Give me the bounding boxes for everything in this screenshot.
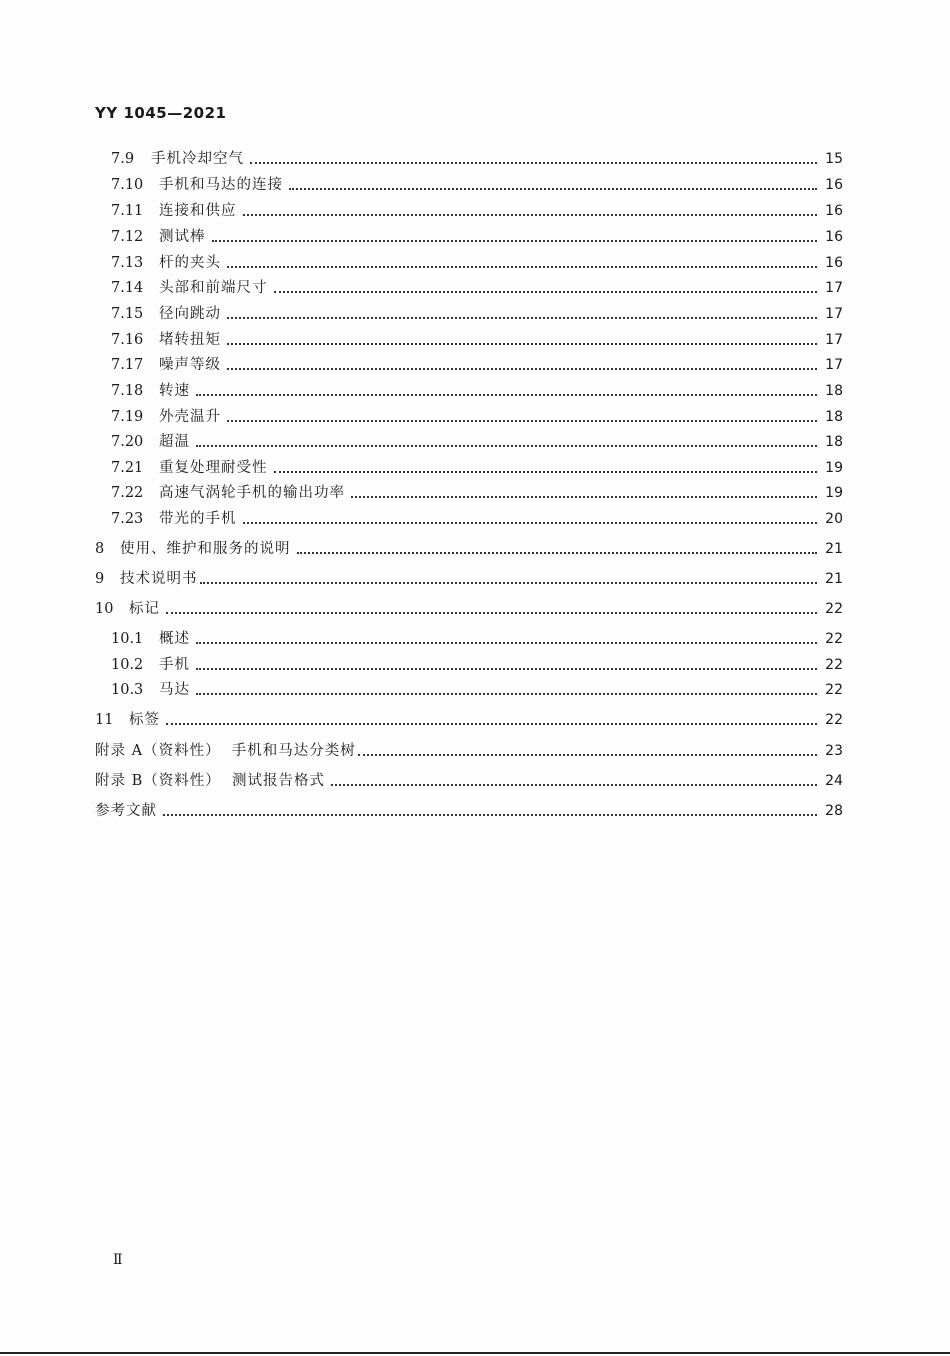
toc-entry-annex[interactable]: [95, 771, 843, 791]
dot-leader: [227, 420, 817, 422]
toc-entry-title: 手机和马达的连接: [159, 177, 283, 193]
toc-entry[interactable]: [111, 432, 843, 452]
toc-entry-number: 7.19: [111, 409, 144, 425]
toc-entry-number: 9: [95, 571, 105, 587]
bottom-edge-line: [0, 1352, 950, 1354]
toc-entry-page: 28: [825, 803, 843, 819]
toc-entry-number: 8: [95, 541, 105, 557]
toc-entry[interactable]: [111, 227, 843, 247]
dot-leader: [196, 693, 817, 695]
toc-entry-page: 21: [825, 571, 843, 587]
toc-entry-page: 24: [825, 773, 843, 789]
toc-entry[interactable]: [111, 355, 843, 375]
toc-entry-page: 23: [825, 743, 843, 759]
toc-entry[interactable]: [111, 483, 843, 503]
dot-leader: [227, 368, 817, 370]
toc-entry-title: 附录 B（资料性） 测试报告格式: [95, 773, 325, 789]
toc-entry-bibliography[interactable]: [95, 801, 843, 821]
toc-entry-page: 22: [825, 682, 843, 698]
toc-entry-page: 18: [825, 409, 843, 425]
dot-leader: [250, 162, 817, 164]
toc-entry-number: 7.12: [111, 229, 144, 245]
toc-entry[interactable]: [111, 680, 843, 700]
toc-entry-title: 噪声等级: [159, 357, 221, 373]
toc-entry-page: 15: [825, 151, 843, 167]
toc-entry-title: 堵转扭矩: [159, 332, 221, 348]
toc-entry-title: 参考文献: [95, 803, 157, 819]
toc-entry[interactable]: [111, 253, 843, 273]
toc-entry-page: 19: [825, 485, 843, 501]
toc-entry-number: 11: [95, 712, 114, 728]
toc-entry-page: 17: [825, 280, 843, 296]
toc-entry-title: 超温: [159, 434, 190, 450]
toc-entry-number: 7.20: [111, 434, 144, 450]
toc-entry[interactable]: [111, 629, 843, 649]
dot-leader: [274, 471, 818, 473]
toc-entry-page: 22: [825, 631, 843, 647]
dot-leader: [196, 394, 817, 396]
toc-entry-number: 7.23: [111, 511, 144, 527]
toc-entry-page: 18: [825, 434, 843, 450]
toc-entry-number: 7.15: [111, 306, 144, 322]
toc-entry-title: 连接和供应: [159, 203, 237, 219]
toc-entry-number: 10.3: [111, 682, 144, 698]
toc-entry-page: 16: [825, 203, 843, 219]
toc-entry-number: 7.18: [111, 383, 144, 399]
toc-entry-title: 测试棒: [159, 229, 206, 245]
dot-leader: [166, 723, 817, 725]
toc-entry-page: 16: [825, 229, 843, 245]
toc-entry-page: 22: [825, 712, 843, 728]
toc-entry[interactable]: [95, 569, 843, 589]
toc-entry-number: 7.17: [111, 357, 144, 373]
toc-entry-page: 17: [825, 357, 843, 373]
dot-leader: [243, 214, 818, 216]
toc-entry-title: 马达: [159, 682, 190, 698]
toc-entry-title: 重复处理耐受性: [159, 460, 268, 476]
toc-entry[interactable]: [111, 330, 843, 350]
toc-entry-page: 18: [825, 383, 843, 399]
dot-leader: [351, 496, 817, 498]
toc-entry-title: 使用、维护和服务的说明: [120, 541, 291, 557]
toc-entry-number: 7.22: [111, 485, 144, 501]
toc-entry[interactable]: [111, 278, 843, 298]
toc-entry-title: 转速: [159, 383, 190, 399]
toc-entry-number: 10: [95, 601, 114, 617]
toc-entry-title: 标签: [129, 712, 160, 728]
toc-entry-number: 7.9: [111, 151, 135, 167]
toc-entry-title: 头部和前端尺寸: [159, 280, 268, 296]
dot-leader: [243, 522, 818, 524]
standard-number-header: YY 1045—2021: [95, 104, 227, 122]
toc-entry-page: 19: [825, 460, 843, 476]
toc-entry[interactable]: [111, 509, 843, 529]
toc-entry[interactable]: [111, 175, 843, 195]
toc-entry-page: 17: [825, 306, 843, 322]
toc-entry[interactable]: [95, 539, 843, 559]
toc-entry-number: 7.10: [111, 177, 144, 193]
toc-entry-number: 7.16: [111, 332, 144, 348]
dot-leader: [200, 582, 818, 584]
page-number-footer: Ⅱ: [113, 1252, 123, 1268]
toc-entry[interactable]: [111, 458, 843, 478]
toc-entry-page: 21: [825, 541, 843, 557]
toc-entry-title: 带光的手机: [159, 511, 237, 527]
dot-leader: [227, 343, 817, 345]
dot-leader: [212, 240, 818, 242]
toc-entry-title: 杆的夹头: [159, 255, 221, 271]
dot-leader: [358, 754, 817, 756]
dot-leader: [331, 784, 817, 786]
toc-entry-title: 高速气涡轮手机的输出功率: [159, 485, 345, 501]
toc-entry-page: 22: [825, 657, 843, 673]
dot-leader: [163, 814, 817, 816]
toc-entry-page: 17: [825, 332, 843, 348]
toc-entry-number: 7.11: [111, 203, 144, 219]
dot-leader: [227, 317, 817, 319]
toc-entry-title: 手机冷却空气: [151, 151, 244, 167]
toc-entry-number: 10.1: [111, 631, 144, 647]
dot-leader: [297, 552, 818, 554]
dot-leader: [274, 291, 818, 293]
dot-leader: [196, 642, 817, 644]
toc-entry[interactable]: [111, 149, 843, 169]
toc-entry-number: 7.14: [111, 280, 144, 296]
toc-entry-title: 径向跳动: [159, 306, 221, 322]
toc-entry[interactable]: [111, 304, 843, 324]
toc-entry[interactable]: [111, 201, 843, 221]
dot-leader: [289, 188, 817, 190]
toc-entry-title: 附录 A（资料性） 手机和马达分类树: [95, 743, 356, 759]
toc-entry-page: 16: [825, 255, 843, 271]
dot-leader: [227, 266, 817, 268]
toc-entry[interactable]: [95, 710, 843, 730]
toc-entry-title: 手机: [159, 657, 190, 673]
toc-entry-page: 20: [825, 511, 843, 527]
toc-entry-number: 7.21: [111, 460, 144, 476]
toc-entry-title: 概述: [159, 631, 190, 647]
toc-entry-number: 10.2: [111, 657, 144, 673]
toc-entry[interactable]: [111, 407, 843, 427]
toc-entry-title: 标记: [129, 601, 160, 617]
dot-leader: [166, 612, 817, 614]
toc-entry-title: 外壳温升: [159, 409, 221, 425]
dot-leader: [196, 445, 817, 447]
toc-entry[interactable]: [111, 655, 843, 675]
toc-entry[interactable]: [95, 599, 843, 619]
toc-entry-page: 22: [825, 601, 843, 617]
toc-entry-number: 7.13: [111, 255, 144, 271]
toc-entry-annex[interactable]: [95, 741, 843, 761]
dot-leader: [196, 668, 817, 670]
toc-entry-page: 16: [825, 177, 843, 193]
toc-entry-title: 技术说明书: [120, 571, 198, 587]
toc-entry[interactable]: [111, 381, 843, 401]
